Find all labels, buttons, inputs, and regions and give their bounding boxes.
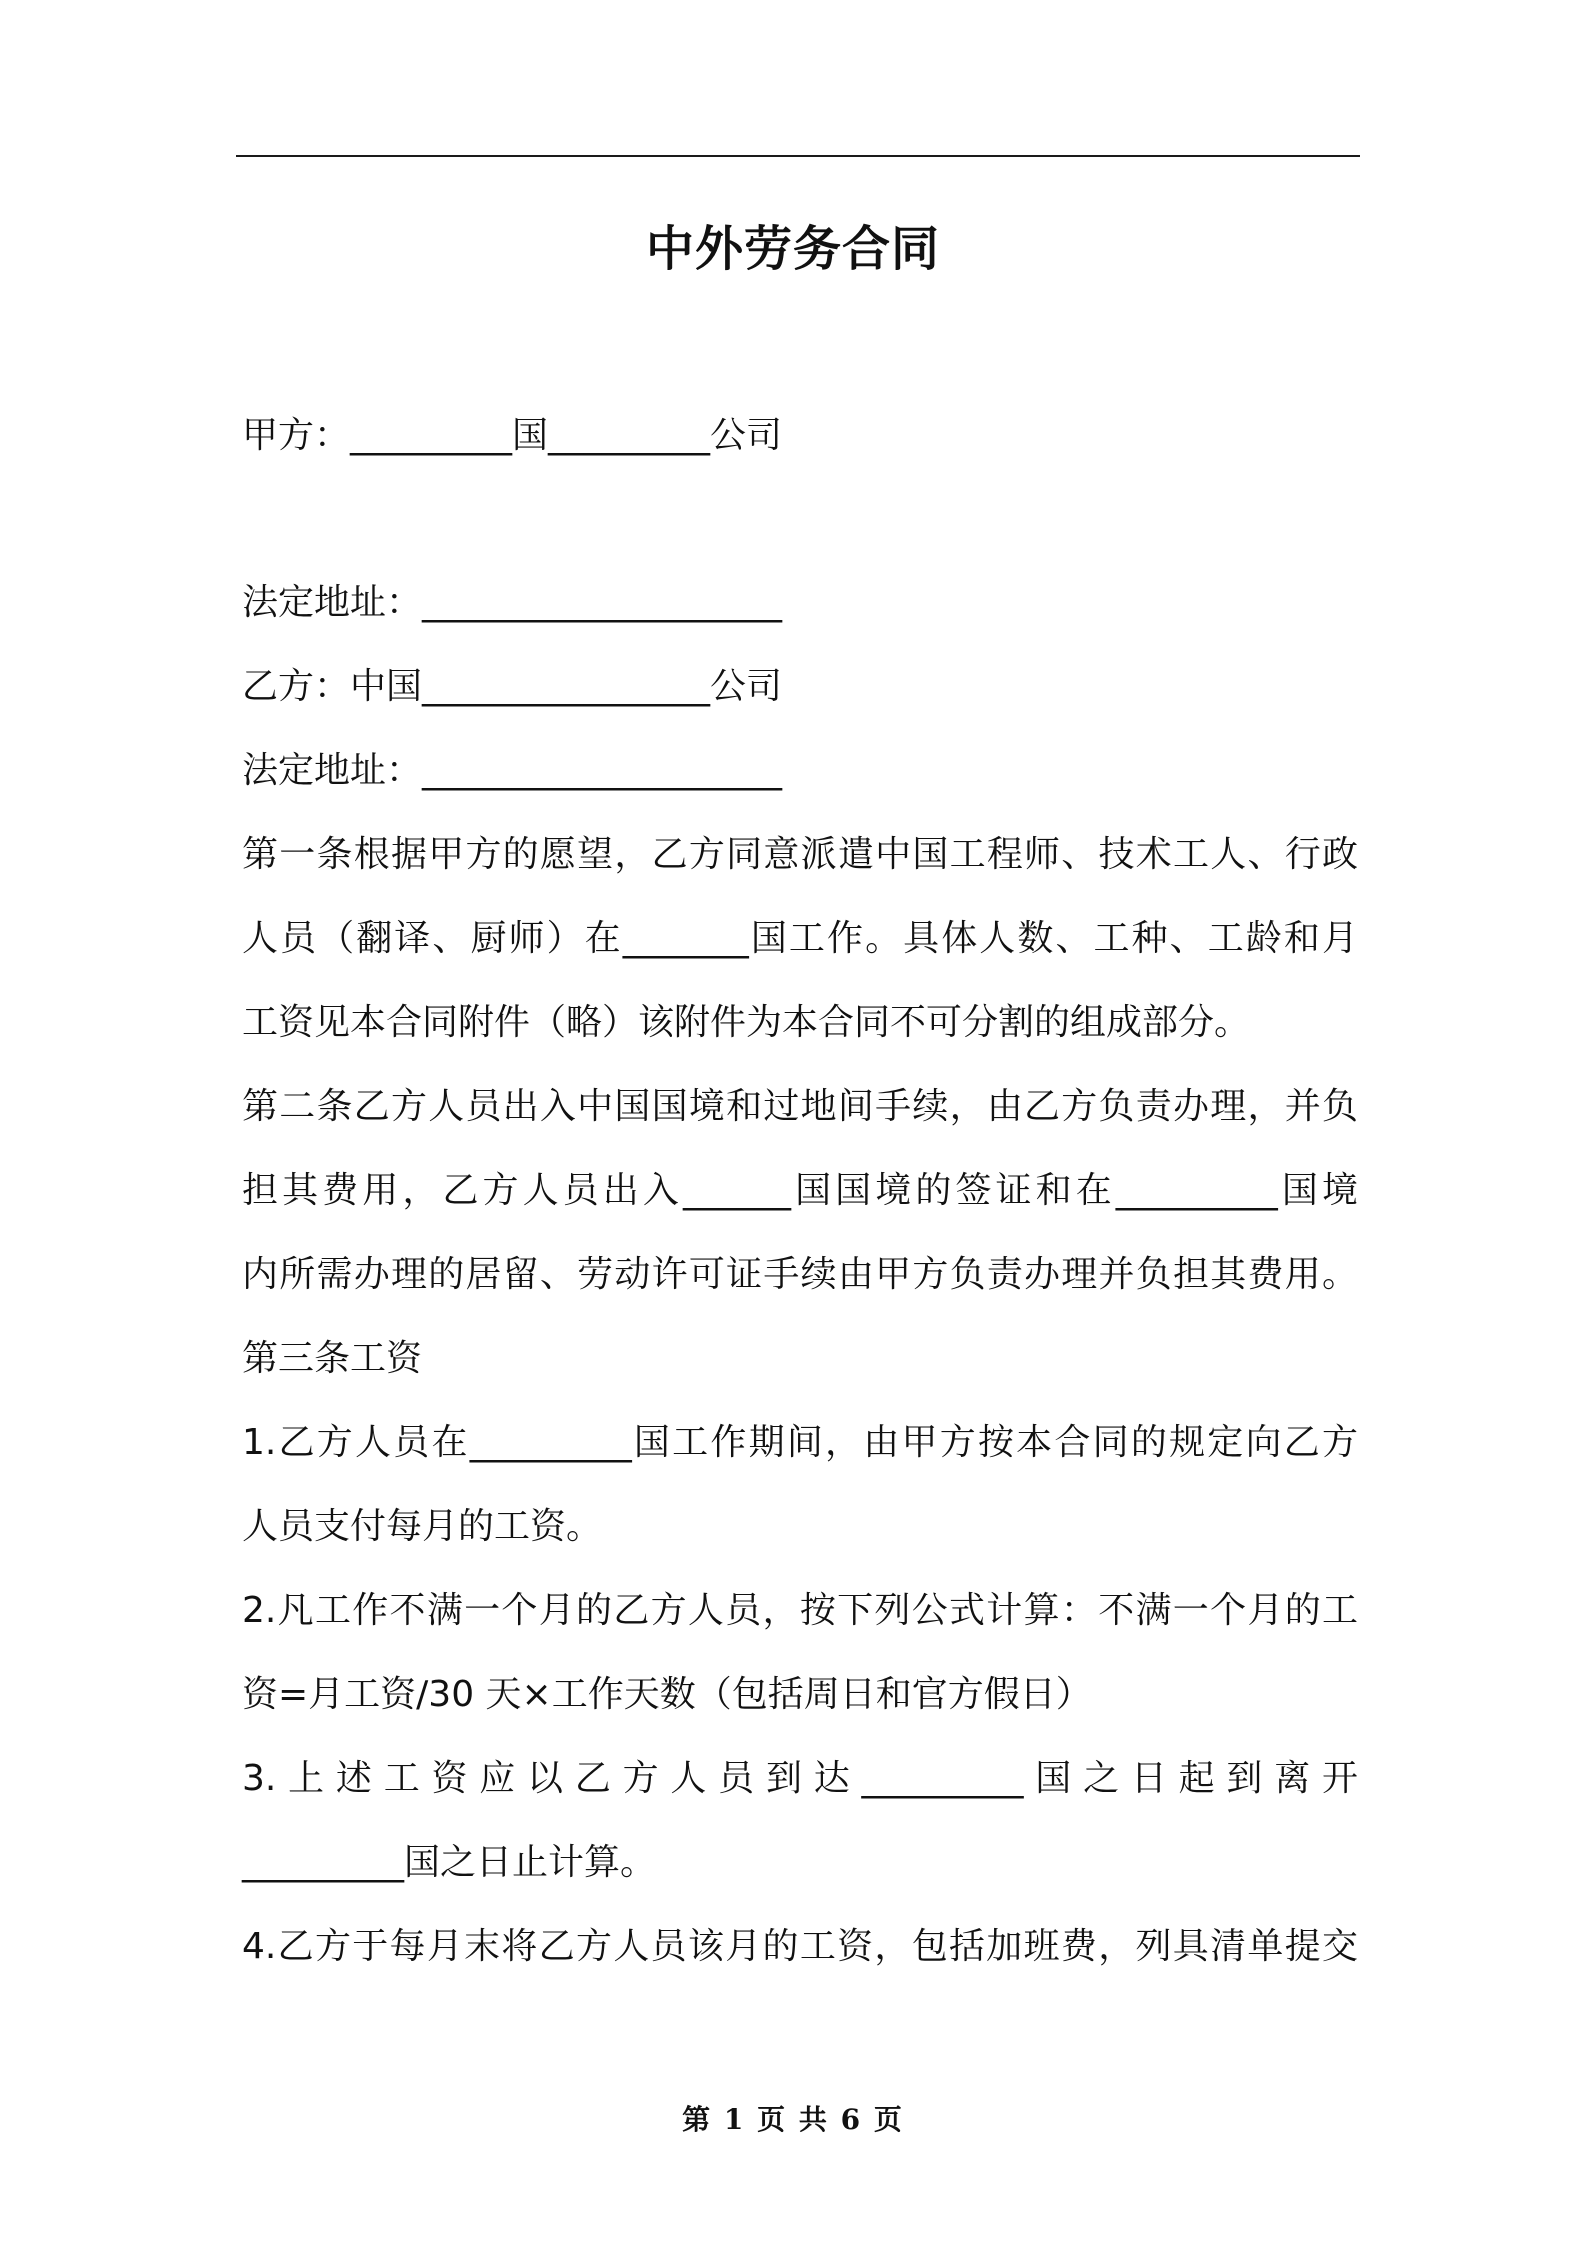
article-3-item-2-line-2: 资=月工资/30 天×工作天数（包括周日和官方假日） bbox=[242, 1674, 1092, 1715]
document-title: 中外劳务合同 bbox=[645, 221, 940, 277]
party-a-address-line: 法定地址：____________________ bbox=[242, 582, 783, 623]
article-3-item-3-line-2: _________国之日止计算。 bbox=[242, 1842, 657, 1883]
party-a-line: 甲方：_________国_________公司 bbox=[242, 415, 783, 456]
page-number: 第 1 页 共 6 页 bbox=[682, 2103, 904, 2136]
article-3-item-3-line-1: 3.上述工资应以乙方人员到达_________国之日起到离开 bbox=[242, 1758, 1358, 1799]
article-1-line-2: 人员（翻译、厨师）在_______国工作。具体人数、工种、工龄和月 bbox=[242, 918, 1358, 959]
article-2-line-2: 担其费用，乙方人员出入______国国境的签证和在_________国境 bbox=[242, 1170, 1358, 1211]
article-1-line-3: 工资见本合同附件（略）该附件为本合同不可分割的组成部分。 bbox=[242, 1002, 1251, 1043]
article-3-item-4-line-1: 4.乙方于每月末将乙方人员该月的工资，包括加班费，列具清单提交 bbox=[242, 1926, 1358, 1967]
party-b-address-line: 法定地址：____________________ bbox=[242, 750, 783, 791]
article-2-line-3: 内所需办理的居留、劳动许可证手续由甲方负责办理并负担其费用。 bbox=[242, 1254, 1358, 1295]
article-3-item-2-line-1: 2.凡工作不满一个月的乙方人员，按下列公式计算：不满一个月的工 bbox=[242, 1590, 1358, 1631]
article-1-line-1: 第一条根据甲方的愿望，乙方同意派遣中国工程师、技术工人、行政 bbox=[242, 834, 1358, 875]
article-2-line-1: 第二条乙方人员出入中国国境和过地间手续，由乙方负责办理，并负 bbox=[242, 1086, 1358, 1127]
article-3-heading: 第三条工资 bbox=[242, 1338, 423, 1379]
party-b-line: 乙方：中国________________公司 bbox=[242, 666, 783, 707]
article-3-item-1-line-2: 人员支付每月的工资。 bbox=[242, 1506, 603, 1547]
article-3-item-1-line-1: 1.乙方人员在_________国工作期间，由甲方按本合同的规定向乙方 bbox=[242, 1422, 1358, 1463]
header-rule bbox=[236, 155, 1360, 157]
